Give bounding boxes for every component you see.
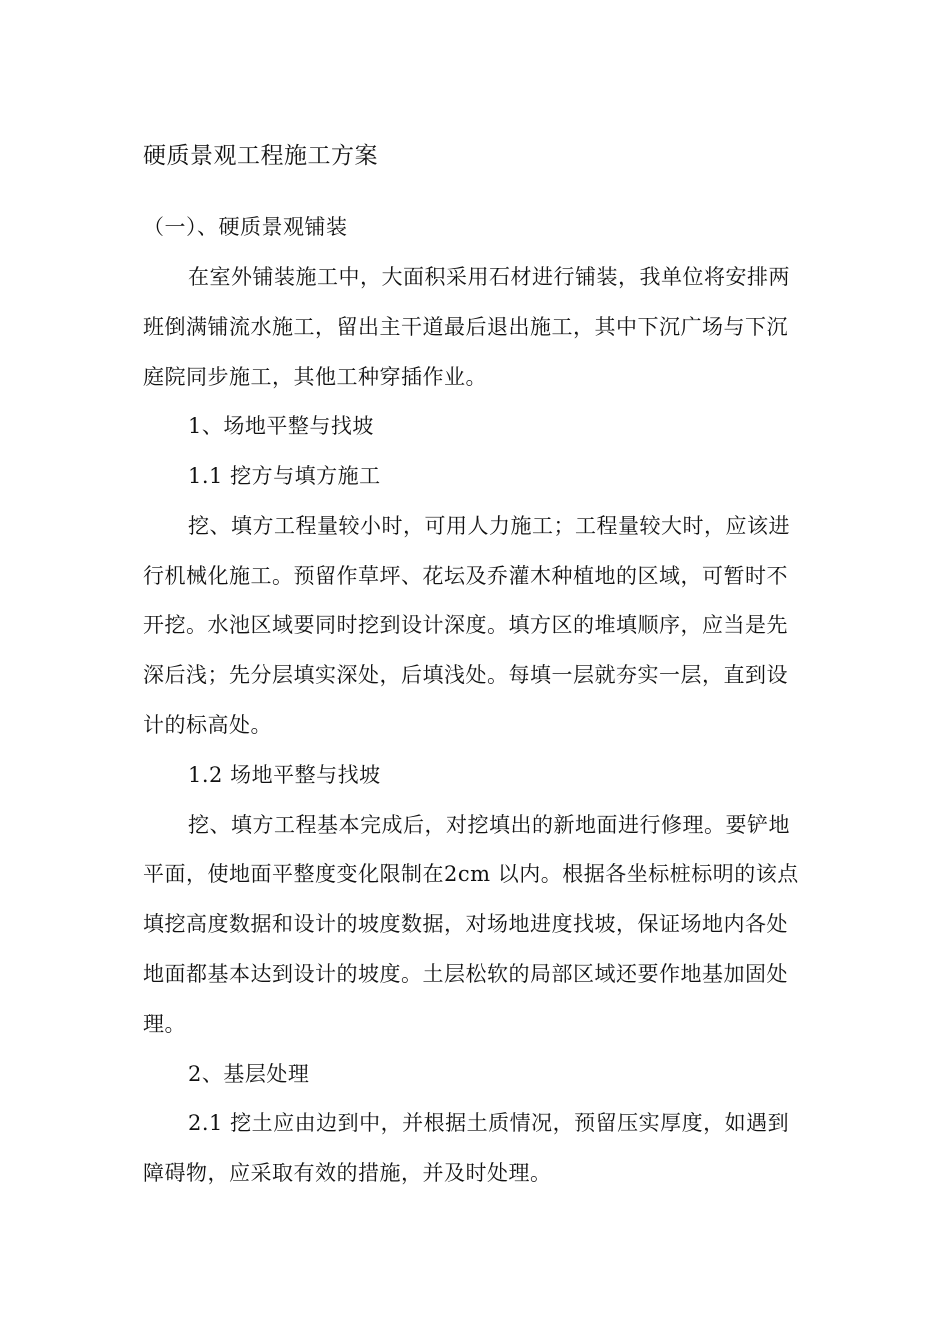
subheading: 1.1 挖方与填方施工	[188, 464, 381, 488]
paragraph-line: 庭院同步施工，其他工种穿插作业。	[143, 365, 487, 389]
paragraph-line: 班倒满铺流水施工，留出主干道最后退出施工，其中下沉广场与下沉	[143, 315, 788, 339]
paragraph-line: 地面都基本达到设计的坡度。土层松软的局部区域还要作地基加固处	[143, 962, 788, 986]
paragraph-line: 填挖高度数据和设计的坡度数据，对场地进度找坡，保证场地内各处	[143, 912, 788, 936]
paragraph-line: 2.1 挖土应由边到中，并根据土质情况，预留压实厚度，如遇到	[188, 1111, 790, 1135]
paragraph-line: 挖、填方工程基本完成后，对挖填出的新地面进行修理。要铲地	[188, 813, 790, 837]
paragraph-line: 计的标高处。	[143, 713, 272, 737]
paragraph-line: 挖、填方工程量较小时，可用人力施工；工程量较大时，应该进	[188, 514, 790, 538]
paragraph-line: 平面，使地面平整度变化限制在2cm 以内。根据各坐标桩标明的该点	[143, 862, 799, 886]
paragraph-line: 在室外铺装施工中，大面积采用石材进行铺装，我单位将安排两	[188, 265, 790, 289]
subheading: 1.2 场地平整与找坡	[188, 763, 381, 787]
section-heading: （一）、硬质景观铺装	[143, 215, 348, 239]
paragraph-line: 理。	[143, 1012, 186, 1036]
paragraph-line: 深后浅；先分层填实深处，后填浅处。每填一层就夯实一层，直到设	[143, 663, 788, 687]
paragraph-line: 开挖。水池区域要同时挖到设计深度。填方区的堆填顺序，应当是先	[143, 613, 788, 637]
paragraph-line: 障碍物，应采取有效的措施，并及时处理。	[143, 1161, 552, 1185]
page-title: 硬质景观工程施工方案	[143, 143, 378, 169]
subheading: 1、场地平整与找坡	[188, 414, 374, 438]
subheading: 2、基层处理	[188, 1062, 310, 1086]
paragraph-line: 行机械化施工。预留作草坪、花坛及乔灌木种植地的区域，可暂时不	[143, 564, 788, 588]
